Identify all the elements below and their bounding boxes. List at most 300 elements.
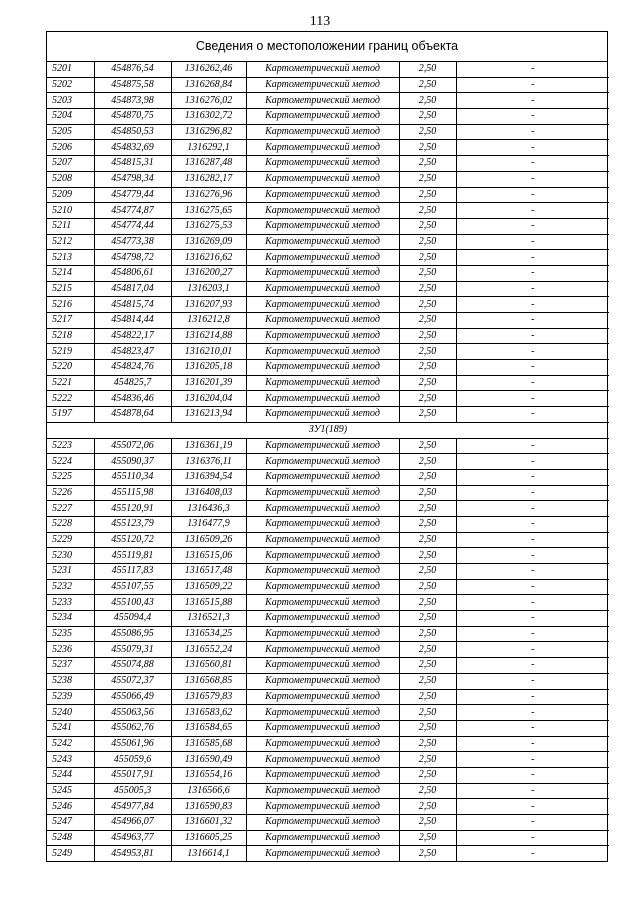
accuracy-cell: 2,50 [399, 799, 456, 815]
coordinate-y: 1316292,1 [171, 140, 246, 156]
point-number: 5216 [47, 297, 94, 313]
boundary-table-sheet [46, 31, 608, 862]
point-number: 5217 [47, 313, 94, 329]
accuracy-cell: 2,50 [399, 93, 456, 109]
coordinate-y: 1316408,03 [171, 485, 246, 501]
description-cell: - [456, 171, 609, 187]
table-row [47, 469, 609, 485]
coordinate-x: 454850,53 [94, 124, 171, 140]
point-number: 5197 [47, 407, 94, 423]
coordinate-x: 455090,37 [94, 454, 171, 470]
description-cell: - [456, 767, 609, 783]
coordinate-x: 454774,87 [94, 203, 171, 219]
coordinate-x: 454817,04 [94, 281, 171, 297]
coordinate-y: 1316566,6 [171, 783, 246, 799]
coordinate-y: 1316262,46 [171, 62, 246, 77]
table-row [47, 799, 609, 815]
point-number: 5223 [47, 438, 94, 454]
description-cell: - [456, 109, 609, 125]
coordinate-y: 1316590,83 [171, 799, 246, 815]
method-cell: Картометрический метод [246, 93, 399, 109]
description-cell: - [456, 360, 609, 376]
method-cell: Картометрический метод [246, 516, 399, 532]
table-row [47, 783, 609, 799]
point-number: 5208 [47, 171, 94, 187]
accuracy-cell: 2,50 [399, 720, 456, 736]
table-row [47, 720, 609, 736]
description-cell: - [456, 720, 609, 736]
point-number: 5210 [47, 203, 94, 219]
description-cell: - [456, 187, 609, 203]
coordinate-x: 454825,7 [94, 375, 171, 391]
point-number: 5219 [47, 344, 94, 360]
method-cell: Картометрический метод [246, 218, 399, 234]
coordinate-y: 1316614,1 [171, 846, 246, 861]
description-cell: - [456, 548, 609, 564]
accuracy-cell: 2,50 [399, 124, 456, 140]
coordinate-y: 1316214,88 [171, 328, 246, 344]
accuracy-cell: 2,50 [399, 265, 456, 281]
method-cell: Картометрический метод [246, 579, 399, 595]
accuracy-cell: 2,50 [399, 689, 456, 705]
table-row [47, 313, 609, 329]
coordinate-y: 1316212,8 [171, 313, 246, 329]
method-cell: Картометрический метод [246, 77, 399, 93]
method-cell: Картометрический метод [246, 140, 399, 156]
point-number: 5248 [47, 830, 94, 846]
accuracy-cell: 2,50 [399, 360, 456, 376]
table-row [47, 532, 609, 548]
point-number: 5247 [47, 815, 94, 831]
method-cell: Картометрический метод [246, 234, 399, 250]
method-cell: Картометрический метод [246, 454, 399, 470]
coordinate-x: 454798,72 [94, 250, 171, 266]
point-number: 5234 [47, 611, 94, 627]
method-cell: Картометрический метод [246, 360, 399, 376]
coordinate-x: 454875,58 [94, 77, 171, 93]
description-cell: - [456, 673, 609, 689]
coordinate-y: 1316583,62 [171, 705, 246, 721]
coordinate-x: 455115,98 [94, 485, 171, 501]
table-row [47, 375, 609, 391]
point-number: 5244 [47, 767, 94, 783]
method-cell: Картометрический метод [246, 658, 399, 674]
method-cell: Картометрический метод [246, 250, 399, 266]
description-cell: - [456, 281, 609, 297]
point-number: 5211 [47, 218, 94, 234]
method-cell: Картометрический метод [246, 485, 399, 501]
coordinate-x: 455086,95 [94, 626, 171, 642]
coordinate-y: 1316585,68 [171, 736, 246, 752]
method-cell: Картометрический метод [246, 783, 399, 799]
coordinate-y: 1316276,96 [171, 187, 246, 203]
method-cell: Картометрический метод [246, 313, 399, 329]
coordinate-y: 1316276,02 [171, 93, 246, 109]
accuracy-cell: 2,50 [399, 595, 456, 611]
table-row [47, 501, 609, 517]
method-cell: Картометрический метод [246, 720, 399, 736]
point-number: 5209 [47, 187, 94, 203]
point-number: 5246 [47, 799, 94, 815]
description-cell: - [456, 815, 609, 831]
point-number: 5229 [47, 532, 94, 548]
accuracy-cell: 2,50 [399, 579, 456, 595]
coordinate-x: 454963,77 [94, 830, 171, 846]
table-row [47, 171, 609, 187]
table-row [47, 736, 609, 752]
accuracy-cell: 2,50 [399, 234, 456, 250]
method-cell: Картометрический метод [246, 548, 399, 564]
point-number: 5242 [47, 736, 94, 752]
point-number: 5201 [47, 62, 94, 77]
description-cell: - [456, 564, 609, 580]
method-cell: Картометрический метод [246, 564, 399, 580]
coordinate-y: 1316207,93 [171, 297, 246, 313]
point-number: 5222 [47, 391, 94, 407]
method-cell: Картометрический метод [246, 611, 399, 627]
table-row [47, 705, 609, 721]
coordinate-y: 1316394,54 [171, 469, 246, 485]
accuracy-cell: 2,50 [399, 736, 456, 752]
coordinate-y: 1316269,09 [171, 234, 246, 250]
method-cell: Картометрический метод [246, 344, 399, 360]
accuracy-cell: 2,50 [399, 705, 456, 721]
coordinate-x: 454878,64 [94, 407, 171, 423]
accuracy-cell: 2,50 [399, 767, 456, 783]
method-cell: Картометрический метод [246, 673, 399, 689]
point-number: 5230 [47, 548, 94, 564]
table-row [47, 62, 609, 77]
description-cell: - [456, 344, 609, 360]
coordinate-x: 454779,44 [94, 187, 171, 203]
point-number: 5206 [47, 140, 94, 156]
method-cell: Картометрический метод [246, 407, 399, 423]
accuracy-cell: 2,50 [399, 783, 456, 799]
coordinate-x: 455117,83 [94, 564, 171, 580]
coordinate-y: 1316296,82 [171, 124, 246, 140]
coordinate-y: 1316515,06 [171, 548, 246, 564]
accuracy-cell: 2,50 [399, 642, 456, 658]
coordinate-x: 455100,43 [94, 595, 171, 611]
description-cell: - [456, 297, 609, 313]
accuracy-cell: 2,50 [399, 438, 456, 454]
coordinate-y: 1316436,3 [171, 501, 246, 517]
coordinate-x: 455066,49 [94, 689, 171, 705]
accuracy-cell: 2,50 [399, 407, 456, 423]
method-cell: Картометрический метод [246, 705, 399, 721]
coordinate-x: 455120,91 [94, 501, 171, 517]
point-number: 5231 [47, 564, 94, 580]
point-number: 5227 [47, 501, 94, 517]
description-cell: - [456, 783, 609, 799]
table-row [47, 658, 609, 674]
coordinate-x: 455072,37 [94, 673, 171, 689]
method-cell: Картометрический метод [246, 203, 399, 219]
coordinate-y: 1316201,39 [171, 375, 246, 391]
method-cell: Картометрический метод [246, 799, 399, 815]
description-cell: - [456, 407, 609, 423]
table-row [47, 234, 609, 250]
coordinate-y: 1316275,53 [171, 218, 246, 234]
description-cell: - [456, 391, 609, 407]
point-number: 5221 [47, 375, 94, 391]
point-number: 5241 [47, 720, 94, 736]
accuracy-cell: 2,50 [399, 564, 456, 580]
coordinate-x: 455062,76 [94, 720, 171, 736]
table-row [47, 140, 609, 156]
point-number: 5239 [47, 689, 94, 705]
coordinate-x: 455120,72 [94, 532, 171, 548]
table-row [47, 548, 609, 564]
accuracy-cell: 2,50 [399, 454, 456, 470]
coordinate-x: 454773,38 [94, 234, 171, 250]
method-cell: Картометрический метод [246, 626, 399, 642]
description-cell: - [456, 689, 609, 705]
coordinate-x: 454814,44 [94, 313, 171, 329]
table-row [47, 611, 609, 627]
point-number: 5226 [47, 485, 94, 501]
point-number: 5237 [47, 658, 94, 674]
point-number: 5249 [47, 846, 94, 861]
coordinate-y: 1316302,72 [171, 109, 246, 125]
point-number: 5240 [47, 705, 94, 721]
table-row [47, 673, 609, 689]
description-cell: - [456, 203, 609, 219]
table-row [47, 767, 609, 783]
description-cell: - [456, 250, 609, 266]
method-cell: Картометрический метод [246, 156, 399, 172]
coordinate-y: 1316509,22 [171, 579, 246, 595]
description-cell: - [456, 611, 609, 627]
accuracy-cell: 2,50 [399, 626, 456, 642]
coordinate-x: 455110,34 [94, 469, 171, 485]
description-cell: - [456, 454, 609, 470]
method-cell: Картометрический метод [246, 642, 399, 658]
table-row [47, 124, 609, 140]
coordinate-x: 455059,6 [94, 752, 171, 768]
point-number: 5207 [47, 156, 94, 172]
coordinate-x: 454798,34 [94, 171, 171, 187]
coordinate-x: 455061,96 [94, 736, 171, 752]
description-cell: - [456, 485, 609, 501]
method-cell: Картометрический метод [246, 767, 399, 783]
coordinate-x: 454823,47 [94, 344, 171, 360]
description-cell: - [456, 438, 609, 454]
coordinate-y: 1316515,88 [171, 595, 246, 611]
table-row [47, 203, 609, 219]
method-cell: Картометрический метод [246, 265, 399, 281]
accuracy-cell: 2,50 [399, 391, 456, 407]
table-row [47, 265, 609, 281]
table-row [47, 689, 609, 705]
table-row [47, 407, 609, 423]
point-number: 5224 [47, 454, 94, 470]
accuracy-cell: 2,50 [399, 250, 456, 266]
point-number: 5215 [47, 281, 94, 297]
method-cell: Картометрический метод [246, 736, 399, 752]
point-number: 5203 [47, 93, 94, 109]
point-number: 5245 [47, 783, 94, 799]
coordinate-y: 1316584,65 [171, 720, 246, 736]
accuracy-cell: 2,50 [399, 485, 456, 501]
method-cell: Картометрический метод [246, 830, 399, 846]
coordinate-x: 454966,07 [94, 815, 171, 831]
accuracy-cell: 2,50 [399, 344, 456, 360]
description-cell: - [456, 234, 609, 250]
table-row [47, 391, 609, 407]
coordinate-x: 455107,55 [94, 579, 171, 595]
description-cell: - [456, 501, 609, 517]
accuracy-cell: 2,50 [399, 281, 456, 297]
coordinate-y: 1316200,27 [171, 265, 246, 281]
table-row [47, 815, 609, 831]
method-cell: Картометрический метод [246, 532, 399, 548]
method-cell: Картометрический метод [246, 62, 399, 77]
coordinate-y: 1316590,49 [171, 752, 246, 768]
table-row [47, 595, 609, 611]
coordinate-x: 454774,44 [94, 218, 171, 234]
description-cell: - [456, 516, 609, 532]
coordinate-y: 1316521,3 [171, 611, 246, 627]
coordinate-y: 1316601,32 [171, 815, 246, 831]
accuracy-cell: 2,50 [399, 187, 456, 203]
description-cell: - [456, 469, 609, 485]
method-cell: Картометрический метод [246, 846, 399, 861]
coordinate-y: 1316552,24 [171, 642, 246, 658]
coordinate-y: 1316287,48 [171, 156, 246, 172]
description-cell: - [456, 218, 609, 234]
accuracy-cell: 2,50 [399, 501, 456, 517]
point-number: 5233 [47, 595, 94, 611]
table-row [47, 250, 609, 266]
point-number: 5236 [47, 642, 94, 658]
table-row [47, 564, 609, 580]
coordinate-y: 1316210,01 [171, 344, 246, 360]
coordinate-x: 455119,81 [94, 548, 171, 564]
coordinate-x: 454815,31 [94, 156, 171, 172]
coordinate-y: 1316213,94 [171, 407, 246, 423]
table-row [47, 516, 609, 532]
description-cell: - [456, 265, 609, 281]
table-row [47, 77, 609, 93]
table-row [47, 830, 609, 846]
description-cell: - [456, 140, 609, 156]
group-label-row [47, 422, 609, 438]
accuracy-cell: 2,50 [399, 171, 456, 187]
accuracy-cell: 2,50 [399, 469, 456, 485]
accuracy-cell: 2,50 [399, 140, 456, 156]
coordinate-x: 455079,31 [94, 642, 171, 658]
method-cell: Картометрический метод [246, 109, 399, 125]
accuracy-cell: 2,50 [399, 548, 456, 564]
coordinate-y: 1316517,48 [171, 564, 246, 580]
point-number: 5205 [47, 124, 94, 140]
table-row [47, 752, 609, 768]
table-row [47, 438, 609, 454]
coordinate-y: 1316282,17 [171, 171, 246, 187]
coordinate-y: 1316205,18 [171, 360, 246, 376]
description-cell: - [456, 124, 609, 140]
description-cell: - [456, 375, 609, 391]
point-number: 5213 [47, 250, 94, 266]
boundary-points-table [47, 62, 609, 861]
method-cell: Картометрический метод [246, 375, 399, 391]
description-cell: - [456, 752, 609, 768]
method-cell: Картометрический метод [246, 815, 399, 831]
coordinate-y: 1316477,9 [171, 516, 246, 532]
point-number: 5238 [47, 673, 94, 689]
table-row [47, 344, 609, 360]
description-cell: - [456, 532, 609, 548]
method-cell: Картометрический метод [246, 281, 399, 297]
method-cell: Картометрический метод [246, 187, 399, 203]
description-cell: - [456, 830, 609, 846]
coordinate-x: 454832,69 [94, 140, 171, 156]
accuracy-cell: 2,50 [399, 658, 456, 674]
table-row [47, 218, 609, 234]
method-cell: Картометрический метод [246, 328, 399, 344]
accuracy-cell: 2,50 [399, 328, 456, 344]
description-cell: - [456, 736, 609, 752]
description-cell: - [456, 579, 609, 595]
method-cell: Картометрический метод [246, 469, 399, 485]
accuracy-cell: 2,50 [399, 297, 456, 313]
coordinate-y: 1316560,81 [171, 658, 246, 674]
point-number: 5214 [47, 265, 94, 281]
table-row [47, 328, 609, 344]
coordinate-y: 1316268,84 [171, 77, 246, 93]
accuracy-cell: 2,50 [399, 375, 456, 391]
table-row [47, 454, 609, 470]
coordinate-y: 1316579,83 [171, 689, 246, 705]
method-cell: Картометрический метод [246, 595, 399, 611]
table-row [47, 846, 609, 861]
coordinate-x: 455072,06 [94, 438, 171, 454]
method-cell: Картометрический метод [246, 124, 399, 140]
description-cell: - [456, 626, 609, 642]
method-cell: Картометрический метод [246, 438, 399, 454]
accuracy-cell: 2,50 [399, 77, 456, 93]
method-cell: Картометрический метод [246, 689, 399, 705]
table-row [47, 360, 609, 376]
coordinate-x: 454806,61 [94, 265, 171, 281]
coordinate-y: 1316361,19 [171, 438, 246, 454]
method-cell: Картометрический метод [246, 752, 399, 768]
coordinate-x: 454824,76 [94, 360, 171, 376]
point-number: 5218 [47, 328, 94, 344]
description-cell: - [456, 156, 609, 172]
point-number: 5202 [47, 77, 94, 93]
accuracy-cell: 2,50 [399, 611, 456, 627]
coordinate-x: 454836,46 [94, 391, 171, 407]
description-cell: - [456, 77, 609, 93]
group-label: ЗУ1(189) [47, 422, 609, 438]
coordinate-x: 455094,4 [94, 611, 171, 627]
point-number: 5225 [47, 469, 94, 485]
accuracy-cell: 2,50 [399, 203, 456, 219]
table-row [47, 626, 609, 642]
method-cell: Картометрический метод [246, 501, 399, 517]
point-number: 5220 [47, 360, 94, 376]
table-row [47, 281, 609, 297]
description-cell: - [456, 313, 609, 329]
table-row [47, 93, 609, 109]
description-cell: - [456, 93, 609, 109]
coordinate-x: 454815,74 [94, 297, 171, 313]
coordinate-y: 1316376,11 [171, 454, 246, 470]
point-number: 5212 [47, 234, 94, 250]
description-cell: - [456, 705, 609, 721]
